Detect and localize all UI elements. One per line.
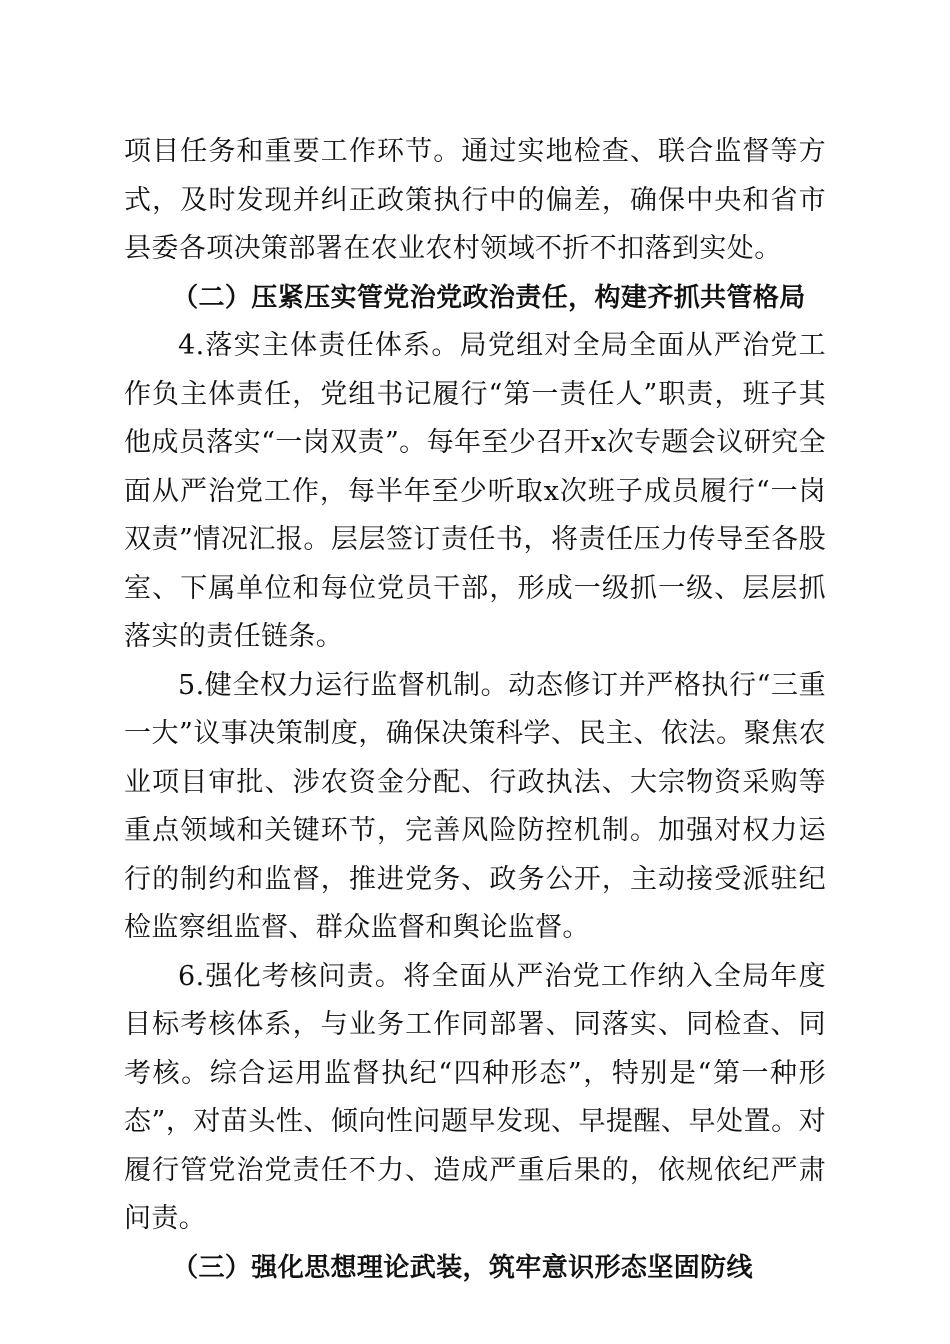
paragraph-item-4: 4.落实主体责任体系。局党组对全局全面从严治党工作负主体责任，党组书记履行“第一责任人”职责，班子其他成员落实“一岗双责”。每年至少召开x次专题会议研究全面从严治党工作，每半年至少听取x次班子成员履行“一岗双责”情况汇报。层层签订责任书，将责任压力传导至各股室、下属单位和每位党员干部，形成一级抓一级、层层抓落实的责任链条。 — [124, 330, 826, 652]
document-body — [124, 128, 826, 1292]
section-heading-2: （二）压紧压实管党治党政治责任，构建齐抓共管格局 — [172, 282, 806, 313]
paragraph-item-5: 5.健全权力运行监督机制。动态修订并严格执行“三重一大”议事决策制度，确保决策科学、民主、依法。聚焦农业项目审批、涉农资金分配、行政执法、大宗物资采购等重点领域和关键环节，完善风险防控机制。加强对权力运行的制约和监督，推进党务、政务公开，主动接受派驻纪检监察组监督、群众监督和舆论监督。 — [124, 669, 826, 943]
paragraph-item-6: 6.强化考核问责。将全面从严治党工作纳入全局年度目标考核体系，与业务工作同部署、同落实、同检查、同考核。综合运用监督执纪“四种形态”，特别是“第一种形态”，对苗头性、倾向性问题早发现、早提醒、早处置。对履行管党治党责任不力、造成严重后果的，依规依纪严肃问责。 — [124, 960, 826, 1234]
section-heading-3: （三）强化思想理论武装，筑牢意识形态坚固防线 — [172, 1252, 753, 1283]
paragraph-continuation: 项目任务和重要工作环节。通过实地检查、联合监督等方式，及时发现并纠正政策执行中的偏差，确保中央和省市县委各项决策部署在农业农村领域不折不扣落到实处。 — [124, 136, 826, 264]
